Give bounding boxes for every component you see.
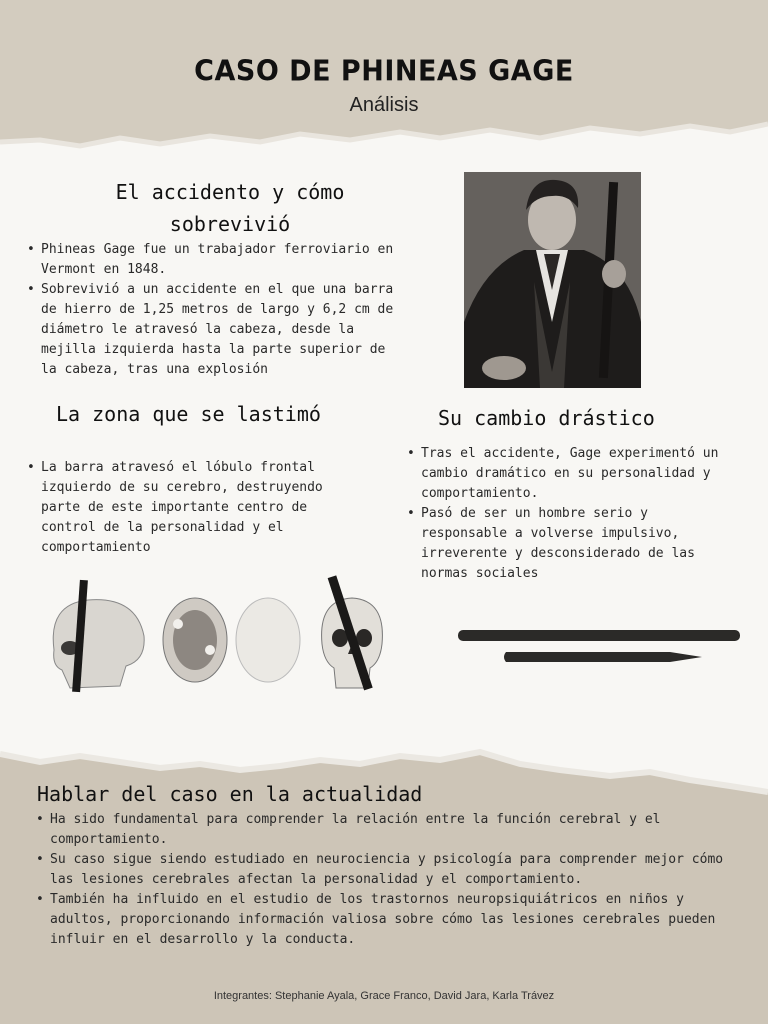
injury-bullet-list: [27, 458, 357, 558]
iron-bar-long: [458, 630, 740, 641]
skull-illustrations: [40, 574, 400, 698]
skull-cross-section-icon: [163, 598, 227, 682]
change-section-title: Su cambio drástico: [438, 406, 655, 430]
list-item: • Tras el accidente, Gage experimentó un cambio dramático en su personalidad y comportamiento.: [407, 444, 732, 504]
skull-top-icon: [236, 598, 300, 682]
accident-title-line1: El accidento y cómo: [115, 180, 345, 204]
credits-footer: Integrantes: Stephanie Ayala, Grace Franco, David Jara, Karla Trávez: [213, 990, 555, 1002]
page-subtitle: Análisis: [349, 94, 419, 116]
accident-section-title: [30, 176, 430, 240]
phineas-gage-portrait: [464, 172, 641, 388]
injury-section-title: La zona que se lastimó: [56, 402, 321, 426]
change-bullet-list: [407, 444, 732, 584]
iron-bar-tapered: [504, 652, 702, 662]
list-item: • Sobrevivió a un accidente en el que una barra de hierro de 1,25 metros de largo y 6,2 cm de diámetro le atravesó la cabeza, desde la mejilla izquierda hasta la parte superior de la cabeza, tras una explosión: [27, 280, 397, 380]
skull-front-view-icon: [322, 575, 383, 690]
list-item: • Phineas Gage fue un trabajador ferroviario en Vermont en 1848.: [27, 240, 397, 280]
list-item: • Su caso sigue siendo estudiado en neurociencia y psicología para comprender mejor cómo las lesiones cerebrales afectan la personalidad y el comportamiento.: [36, 850, 726, 890]
skull-side-view-icon: [53, 580, 144, 692]
accident-bullet-list: [27, 240, 397, 380]
list-item: • La barra atravesó el lóbulo frontal izquierdo de su cerebro, destruyendo parte de este importante centro de control de la personalidad y el comportamiento: [27, 458, 357, 558]
list-item: • También ha influido en el estudio de los trastornos neuropsiquiátricos en niños y adultos, proporcionando información valiosa sobre cómo las lesiones cerebrales pueden influir en el desarrollo y la conducta.: [36, 890, 726, 950]
list-item: • Pasó de ser un hombre serio y responsable a volverse impulsivo, irreverente y desconsiderado de las normas sociales: [407, 504, 732, 584]
today-bullet-list: [36, 810, 726, 950]
list-item: • Ha sido fundamental para comprender la relación entre la función cerebral y el comportamiento.: [36, 810, 726, 850]
iron-bar-illustrations: [450, 622, 750, 672]
today-section-title: Hablar del caso en la actualidad: [37, 782, 423, 806]
accident-title-line2: sobrevivió: [169, 212, 291, 236]
page-title: CASO DE PHINEAS GAGE: [194, 55, 574, 88]
